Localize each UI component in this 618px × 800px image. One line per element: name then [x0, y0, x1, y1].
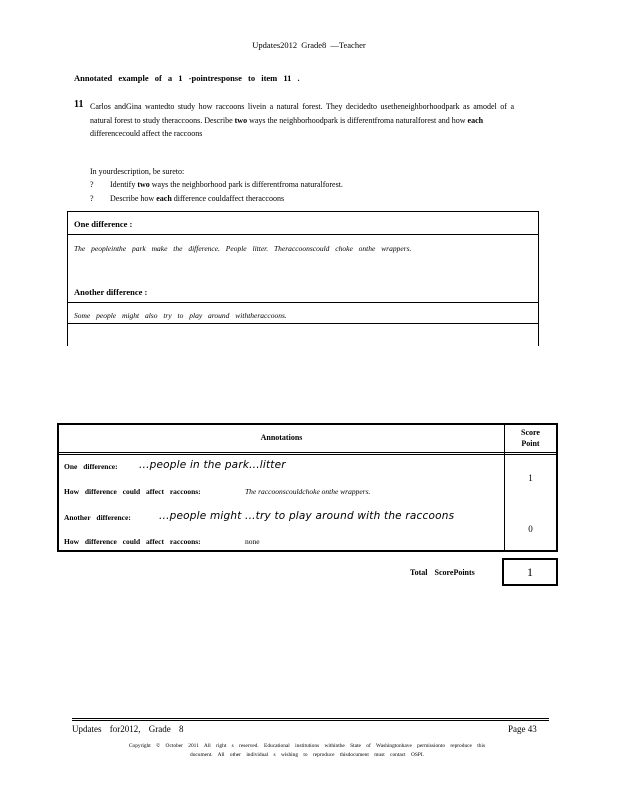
copyright-line-1: Copyright © October 2011 All right s reserved. Educational institutions withinthe State of Washingtonhave permissionto reproduce this: [128, 743, 486, 749]
score-header-line-2: Point: [521, 439, 540, 448]
response-answer-1: The peopleinthe park make the difference. People litter. Theraccoonscould choke onthe wrappers.: [74, 244, 412, 253]
bullet-bold: two: [137, 180, 150, 189]
annotation-row-label: One difference:: [64, 462, 118, 471]
footer-title: Updates for2012, Grade 8: [72, 724, 184, 734]
bullet-mark: ?: [90, 180, 94, 189]
response-label-another-difference: Another difference :: [74, 287, 148, 297]
divider: [68, 302, 538, 303]
instruction-bullet-1: [90, 180, 343, 189]
page-number: Page 43: [508, 724, 537, 734]
annotation-row-value: none: [245, 537, 260, 546]
bullet-pre: Describe how: [110, 194, 155, 203]
divider: [68, 323, 538, 324]
question-text: [90, 100, 514, 141]
annotation-row-value: The raccoonscouldchoke onthe wrappers.: [245, 487, 371, 496]
score-value-1: 1: [528, 473, 533, 483]
score-value-2: 0: [528, 524, 533, 534]
annotation-row-label: How difference could affect raccoons:: [64, 487, 201, 496]
annotations-table: [57, 423, 558, 552]
annotations-header: Annotations: [260, 433, 303, 442]
response-label-one-difference: One difference :: [74, 219, 133, 229]
footer-rule: [72, 718, 549, 721]
bullet-pre: Identify: [110, 180, 136, 189]
question-bold-each: each: [467, 115, 484, 125]
total-score-label: Total ScorePoints: [410, 568, 475, 577]
total-score-box: 1: [502, 558, 558, 586]
bullet-bold: each: [156, 194, 172, 203]
header-divider: [59, 452, 556, 455]
question-text-part-2: ways the neighborhoodpark is differentfroma naturalforest and how: [249, 115, 466, 125]
annotation-row-value: ...people might ...try to play around with the raccoons: [159, 510, 455, 522]
bullet-post: ways the neighborhood park is differentfroma naturalforest.: [151, 180, 343, 189]
copyright-notice: [84, 742, 530, 760]
annotation-row-label: Another difference:: [64, 513, 131, 522]
annotated-example-title: Annotated example of a 1 -pointresponse to item 11 .: [74, 73, 300, 83]
response-answer-2: Some people might also try to play around withtheraccoons.: [74, 311, 287, 320]
annotation-row-value: ...people in the park...litter: [139, 459, 286, 471]
question-text-part-3: differencecould affect the raccoons: [90, 129, 203, 138]
question-text-part-1: Carlos andGina wantedto study how raccoons livein a natural forest. They decidedto usetheneighborhoodpark as amodel of a natural forest to study theraccoons. Describe: [90, 102, 514, 125]
score-header-line-1: Score: [521, 428, 540, 437]
bullet-mark: ?: [90, 194, 94, 203]
question-bold-two: two: [234, 115, 248, 125]
copyright-line-2: document. All other individual s wishing to reproduce thisdocument must contact OSPI.: [190, 752, 424, 758]
instruction-bullet-2: [90, 194, 284, 203]
annotation-row-label: How difference could affect raccoons:: [64, 537, 201, 546]
question-number: 11: [74, 99, 84, 110]
page-header: Updates2012 Grade8 —Teacher: [252, 40, 366, 50]
instruction-lead: In yourdescription, be sureto:: [90, 167, 185, 176]
bullet-post: difference couldaffect theraccoons: [173, 194, 285, 203]
divider: [68, 234, 538, 235]
score-point-header: [505, 427, 556, 449]
student-response-box: [67, 211, 539, 346]
